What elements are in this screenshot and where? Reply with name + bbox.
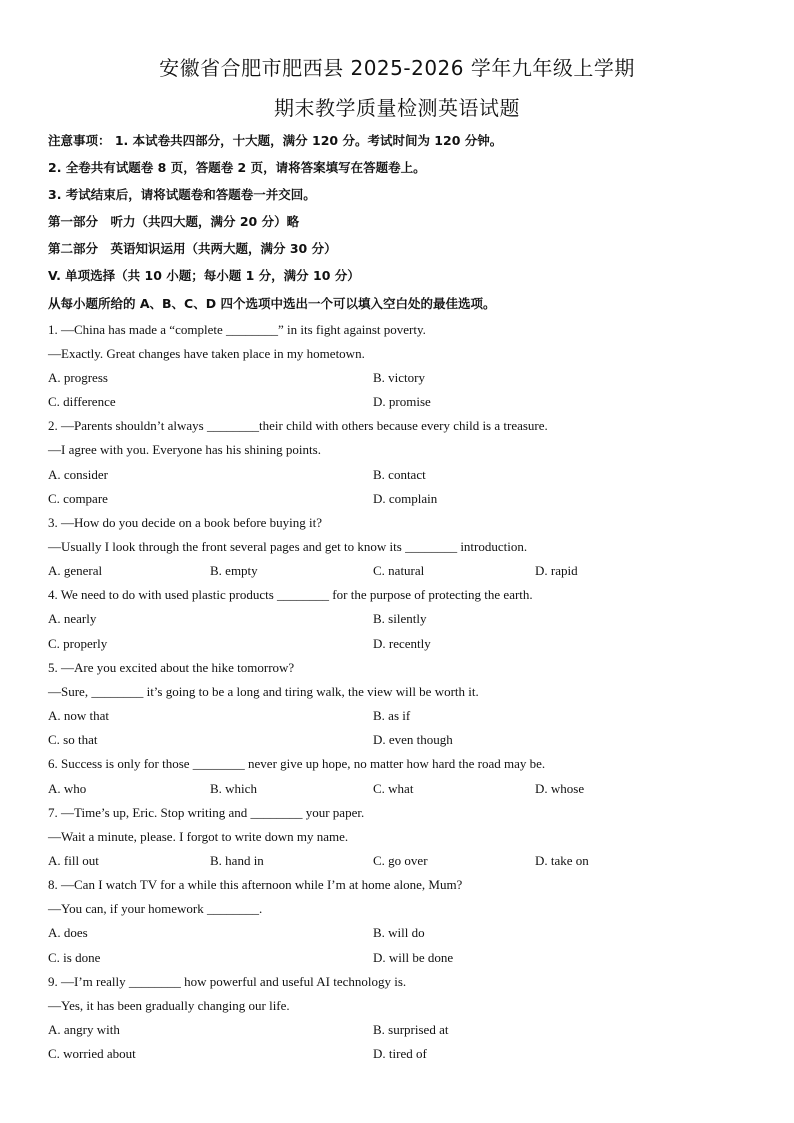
q9-option-b: B. surprised at (373, 1022, 449, 1037)
instructions-note-2: 2. 全卷共有试题卷 8 页，答题卷 2 页，请将答案填写在答题卷上。 (48, 160, 426, 175)
q7-option-c: C. go over (373, 853, 428, 868)
section-language-use: 第二部分 英语知识运用（共两大题，满分 30 分） (48, 241, 337, 256)
question-5-reply: —Sure, ________ it’s going to be a long and tiring walk, the view will be worth it. (48, 684, 479, 699)
q1-option-b: B. victory (373, 370, 425, 385)
q2-option-c: C. compare (48, 491, 108, 506)
q6-option-b: B. which (210, 781, 257, 796)
question-7-reply: —Wait a minute, please. I forgot to write down my name. (48, 829, 349, 844)
q8-option-a: A. does (48, 925, 88, 940)
q7-option-b: B. hand in (210, 853, 264, 868)
q1-option-c: C. difference (48, 394, 116, 409)
section-listening: 第一部分 听力（共四大题，满分 20 分）略 (48, 214, 300, 229)
question-7-stem: 7. —Time’s up, Eric. Stop writing and ________ your paper. (48, 805, 365, 820)
question-3-stem: 3. —How do you decide on a book before buying it? (48, 515, 323, 530)
question-2-reply: —I agree with you. Everyone has his shining points. (48, 442, 321, 457)
q5-option-a: A. now that (48, 708, 110, 723)
part-v-instruction: 从每小题所给的 A、B、C、D 四个选项中选出一个可以填入空白处的最佳选项。 (48, 296, 496, 311)
q2-option-d: D. complain (373, 491, 438, 506)
q5-option-c: C. so that (48, 732, 98, 747)
q8-option-c: C. is done (48, 950, 101, 965)
q5-option-d: D. even though (373, 732, 453, 747)
q9-option-a: A. angry with (48, 1022, 120, 1037)
q2-option-a: A. consider (48, 467, 108, 482)
q7-option-a: A. fill out (48, 853, 99, 868)
instructions-note-3: 3. 考试结束后，请将试题卷和答题卷一并交回。 (48, 187, 316, 202)
q3-option-d: D. rapid (535, 563, 578, 578)
question-6-stem: 6. Success is only for those ________ never give up hope, no matter how hard the road may be. (48, 756, 546, 771)
q9-option-d: D. tired of (373, 1046, 427, 1061)
q9-option-c: C. worried about (48, 1046, 136, 1061)
q3-option-b: B. empty (210, 563, 258, 578)
q4-option-c: C. properly (48, 636, 108, 651)
question-8-reply: —You can, if your homework ________. (48, 901, 263, 916)
question-1-reply: —Exactly. Great changes have taken place in my hometown. (48, 346, 365, 361)
question-9-stem: 9. —I’m really ________ how powerful and useful AI technology is. (48, 974, 407, 989)
part-v-heading: V. 单项选择（共 10 小题；每小题 1 分，满分 10 分） (48, 268, 360, 283)
q6-option-a: A. who (48, 781, 87, 796)
exam-title-line2: 期末教学质量检测英语试题 (274, 96, 520, 120)
question-3-reply: —Usually I look through the front several pages and get to know its ________ introduction. (48, 539, 528, 554)
q6-option-d: D. whose (535, 781, 585, 796)
q1-option-a: A. progress (48, 370, 108, 385)
q4-option-d: D. recently (373, 636, 431, 651)
q1-option-d: D. promise (373, 394, 431, 409)
q8-option-d: D. will be done (373, 950, 454, 965)
question-5-stem: 5. —Are you excited about the hike tomorrow? (48, 660, 295, 675)
question-8-stem: 8. —Can I watch TV for a while this afternoon while I’m at home alone, Mum? (48, 877, 463, 892)
question-9-reply: —Yes, it has been gradually changing our life. (48, 998, 290, 1013)
q3-option-c: C. natural (373, 563, 425, 578)
q4-option-b: B. silently (373, 611, 427, 626)
question-2-stem: 2. —Parents shouldn’t always ________their child with others because every child is a treasure. (48, 418, 548, 433)
instructions-note-1: 注意事项： 1. 本试卷共四部分，十大题，满分 120 分。考试时间为 120 分钟。 (48, 133, 503, 148)
q7-option-d: D. take on (535, 853, 589, 868)
q6-option-c: C. what (373, 781, 414, 796)
question-4-stem: 4. We need to do with used plastic products ________ for the purpose of protecting the earth. (48, 587, 533, 602)
q8-option-b: B. will do (373, 925, 425, 940)
q5-option-b: B. as if (373, 708, 411, 723)
exam-title-line1: 安徽省合肥市肥西县 2025-2026 学年九年级上学期 (159, 56, 635, 80)
q4-option-a: A. nearly (48, 611, 97, 626)
question-1-stem: 1. —China has made a “complete ________” in its fight against poverty. (48, 322, 426, 337)
q3-option-a: A. general (48, 563, 103, 578)
q2-option-b: B. contact (373, 467, 426, 482)
